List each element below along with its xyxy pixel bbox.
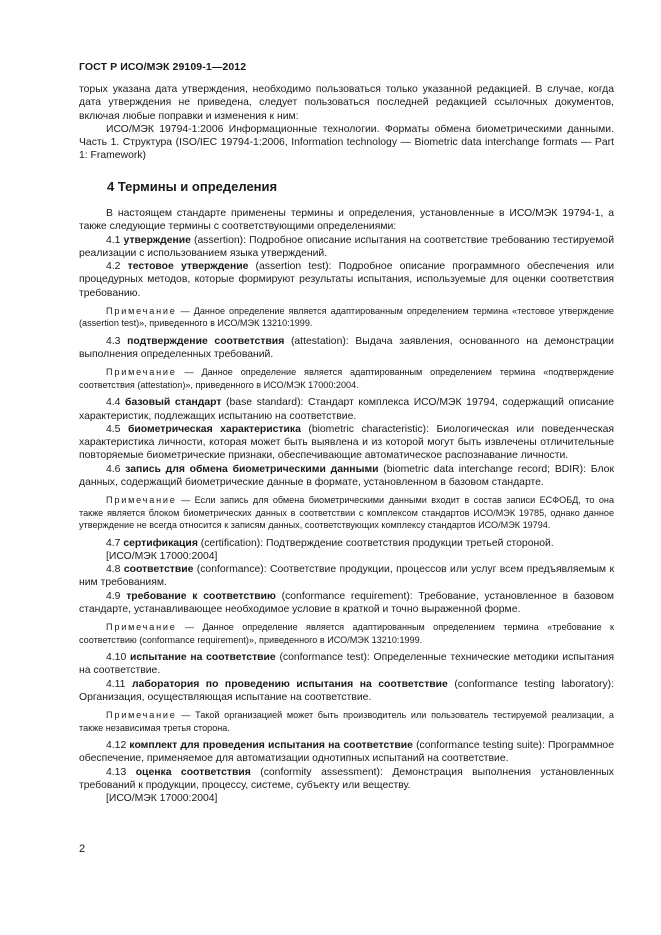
term-4-6 bbox=[79, 463, 614, 490]
term-definition: (attestation): Выдача заявления, основанного на демонстрации выполнения определенных требований. bbox=[79, 335, 614, 361]
note-label: Примечание bbox=[106, 710, 177, 721]
term-number: 4.1 bbox=[106, 234, 121, 246]
term-definition: (conformity assessment): Демонстрация выполнения установленных требований к продукции, процессу, системе, субъекту или веществу. bbox=[79, 766, 614, 792]
note-text: — Данное определение является адаптированным определением термина «подтверждение соответствия (attestation)», приведенного в ИСО/МЭК 17000:2004. bbox=[79, 367, 614, 390]
note-2 bbox=[79, 366, 614, 391]
term-number: 4.12 bbox=[106, 740, 127, 752]
intro-block bbox=[79, 83, 614, 163]
page-number: 2 bbox=[79, 843, 86, 855]
note-5 bbox=[79, 709, 614, 734]
term-number: 4.11 bbox=[106, 678, 126, 690]
term-definition: (biometric data interchange record; BDIR): Блок данных, содержащий биометрические данные в формате, установленном в базовом стандарте. bbox=[79, 463, 614, 489]
term-definition: (conformance testing suite): Программное обеспечение, применяемое для автоматизации однотипных испытаний на соответствие. bbox=[79, 740, 614, 765]
term-number: 4.13 bbox=[106, 766, 127, 778]
term-number: 4.10 bbox=[106, 652, 127, 664]
reference-paragraph: ИСО/МЭК 19794-1:2006 Информационные технологии. Форматы обмена биометрическими данными. Часть 1. Структура (ISO/IEC 19794-1:2006, Information technology — Biometric data interchange formats — Part 1: Framework) bbox=[79, 123, 614, 162]
section-heading bbox=[107, 179, 607, 194]
term-number: 4.8 bbox=[106, 564, 121, 576]
term-name: запись для обмена биометрическими данными bbox=[125, 463, 379, 475]
source-reference: [ИСО/МЭК 17000:2004] bbox=[106, 550, 218, 562]
term-definition: (assertion): Подробное описание испытания на соответствие требованию тестируемой реализации с использованием языка утверждений. bbox=[79, 234, 615, 259]
term-definition: (conformance test): Определенные технические методики испытания на соответствие. bbox=[79, 652, 614, 677]
term-4-4 bbox=[79, 396, 614, 423]
term-name: сертификация bbox=[123, 537, 198, 549]
note-label: Примечание bbox=[106, 495, 177, 506]
term-number: 4.6 bbox=[106, 463, 121, 475]
term-4-3 bbox=[79, 335, 614, 362]
term-name: биометрическая характеристика bbox=[127, 423, 301, 435]
term-definition: (conformance testing laboratory): Организация, осуществляющая испытание на соответствие. bbox=[79, 678, 615, 704]
term-name: соответствие bbox=[123, 564, 194, 576]
term-number: 4.3 bbox=[106, 335, 121, 347]
note-label: Примечание bbox=[106, 367, 177, 378]
term-4-5 bbox=[79, 423, 614, 463]
term-number: 4.5 bbox=[106, 423, 121, 435]
term-name: лаборатория по проведению испытания на соответствие bbox=[131, 678, 448, 690]
term-definition: (certification): Подтверждение соответствия продукции третьей стороной. bbox=[197, 537, 554, 549]
term-definition: (assertion test): Подробное описание программного обеспечения или процедурных методов, которые формируют результаты испытания, используемые для оценки соответствия требованию. bbox=[79, 261, 614, 299]
note-1 bbox=[79, 305, 614, 330]
source-reference: [ИСО/МЭК 17000:2004] bbox=[106, 793, 218, 805]
term-name: подтверждение соответствия bbox=[127, 335, 285, 347]
term-4-12 bbox=[79, 739, 614, 766]
note-label: Примечание bbox=[106, 306, 177, 317]
term-4-11 bbox=[79, 678, 614, 705]
term-4-7 bbox=[79, 537, 614, 550]
intro-paragraph: торых указана дата утверждения, необходимо пользоваться только указанной редакцией. В случае, когда дата утверждения не приведена, следует пользоваться последней редакцией ссылочных документов, включая любые поправки и изменения к ним: bbox=[79, 84, 614, 122]
note-label: Примечание bbox=[106, 622, 177, 633]
term-number: 4.7 bbox=[106, 537, 121, 549]
term-number: 4.9 bbox=[106, 590, 121, 602]
term-number: 4.4 bbox=[106, 397, 121, 409]
note-text: — Данное определение является адаптированным определением термина «требование к соответствию (conformance requirement)», приведенного в ИСО/МЭК 13210:1999. bbox=[79, 622, 614, 645]
note-text: — Такой организацией может быть производитель или пользователь тестируемой реализации, а также независимая третья сторона. bbox=[79, 710, 614, 733]
term-name: утверждение bbox=[123, 234, 191, 246]
terms-block bbox=[79, 207, 614, 806]
term-4-2 bbox=[79, 260, 614, 300]
term-name: комплект для проведения испытания на соответствие bbox=[129, 740, 413, 752]
terms-intro: В настоящем стандарте применены термины и определения, установленные в ИСО/МЭК 19794-1, а также следующие термины с соответствующими определениями: bbox=[79, 208, 614, 233]
note-3 bbox=[79, 494, 614, 531]
term-definition: (conformance requirement): Требование, установленное в базовом стандарте, устанавливающее необходимое условие в краткой и точно выраженной форме. bbox=[79, 590, 614, 616]
term-name: оценка соответствия bbox=[135, 766, 251, 778]
running-header: ГОСТ Р ИСО/МЭК 29109-1—2012 bbox=[79, 61, 247, 73]
term-number: 4.2 bbox=[106, 261, 121, 273]
note-text: — Данное определение является адаптированным определением термина «тестовое утверждение (assertion test)», приведенного в ИСО/МЭК 13210:1999. bbox=[79, 306, 614, 329]
term-name: базовый стандарт bbox=[125, 397, 222, 409]
term-4-13 bbox=[79, 766, 614, 793]
term-definition: (base standard): Стандарт комплекса ИСО/МЭК 19794, содержащий описание характеристик, подлежащих испытанию на соответствие. bbox=[79, 397, 614, 422]
term-4-1 bbox=[79, 234, 614, 261]
section-title: 4 Термины и определения bbox=[107, 179, 278, 194]
term-4-8 bbox=[79, 563, 614, 590]
term-name: тестовое утверждение bbox=[127, 261, 249, 273]
note-text: — Если запись для обмена биометрическими данными входит в состав записи ЕСФОБД, то она также является блоком биометрических данных в соответствии с комплексом стандартов ИСО/МЭК 19785, однако данное утверждение не всегда относится к записям данных, соответствующих комплексу стандартов ИСО/МЭК 19794. bbox=[79, 495, 614, 531]
term-4-9 bbox=[79, 590, 614, 617]
note-4 bbox=[79, 621, 614, 646]
term-name: требование к соответствию bbox=[126, 590, 276, 602]
term-4-10 bbox=[79, 651, 614, 678]
term-definition: (biometric characteristic): Биологическая или поведенческая характеристика личности, которая может быть выявлена и из которой могут быть извлечены отличительные повторяемые биометрические признаки, обеспечивающие автоматическое распознавание личности. bbox=[79, 423, 614, 462]
term-name: испытание на соответствие bbox=[129, 652, 276, 664]
term-definition: (conformance): Соответствие продукции, процессов или услуг всем предъявляемым к ним требованиям. bbox=[79, 564, 614, 589]
